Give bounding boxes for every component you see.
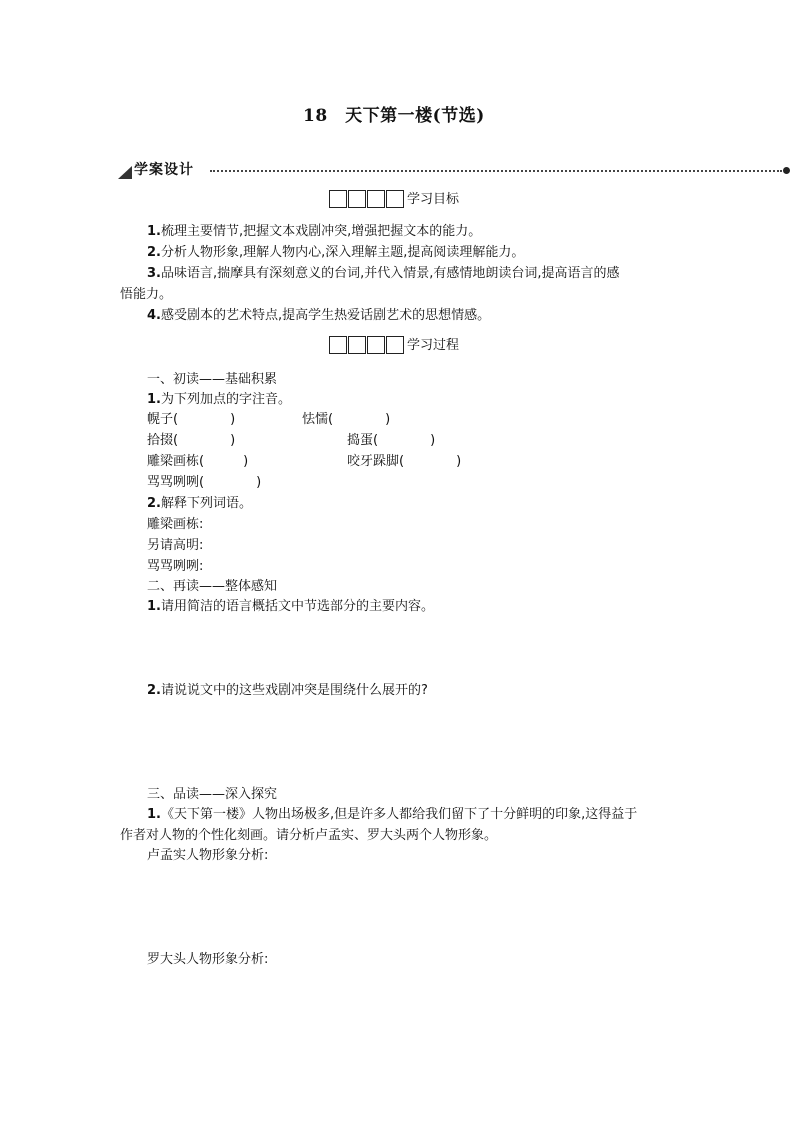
item-text: 梳理主要情节,把握文本戏剧冲突,增强把握文本的能力。 — [160, 224, 482, 239]
process-header — [329, 336, 459, 354]
objectives-header-text: 学习目标 — [407, 191, 460, 207]
part1-heading: 一、初读——基础积累 — [147, 372, 278, 387]
objective-item-3-cont — [120, 288, 172, 301]
item-text: 为下列加点的字注音。 — [160, 392, 291, 407]
part1-q1 — [147, 393, 291, 406]
item-number: 1. — [147, 224, 161, 239]
header-boxes-icon — [329, 336, 405, 354]
part3-q1-cont: 作者对人物的个性化刻画。请分析卢孟实、罗大头两个人物形象。 — [120, 828, 498, 843]
term-item-2: 另请高明: — [147, 538, 204, 553]
part3-q1 — [147, 808, 637, 821]
item-number: 1. — [147, 599, 161, 614]
item-text: 请说说文中的这些戏剧冲突是围绕什么展开的? — [160, 683, 428, 698]
term-item-3: 骂骂咧咧: — [147, 559, 204, 574]
word-item-6: 咬牙跺脚( ) — [347, 454, 462, 469]
item-number: 1. — [147, 807, 161, 822]
word-item-7: 骂骂咧咧( ) — [147, 475, 262, 490]
divider-end-dot-icon — [783, 167, 790, 174]
item-text: 分析人物形象,理解人物内心,深入理解主题,提高阅读理解能力。 — [160, 245, 525, 260]
part3-sub2: 罗大头人物形象分析: — [147, 952, 269, 967]
part2-q2 — [147, 684, 428, 697]
item-number: 2. — [147, 683, 161, 698]
part3-sub1: 卢孟实人物形象分析: — [147, 848, 269, 863]
page-title: 18 天下第一楼(节选) — [303, 106, 485, 126]
dotted-divider — [210, 170, 782, 172]
section-header-bar — [118, 160, 794, 182]
item-number: 3. — [147, 266, 161, 281]
item-text: 解释下列词语。 — [160, 496, 252, 511]
item-text: 请用简洁的语言概括文中节选部分的主要内容。 — [160, 599, 434, 614]
item-text: 《天下第一楼》人物出场极多,但是许多人都给我们留下了十分鲜明的印象,这得益于 — [160, 807, 638, 822]
word-item-4: 捣蛋( ) — [347, 433, 436, 448]
item-number: 1. — [147, 392, 161, 407]
item-text: 品味语言,揣摩具有深刻意义的台词,并代入情景,有感情地朗读台词,提高语言的感 — [160, 266, 620, 281]
item-text: 感受剧本的艺术特点,提高学生热爱话剧艺术的思想情感。 — [160, 308, 491, 323]
word-item-3: 拾掇( ) — [147, 433, 236, 448]
header-boxes-icon — [329, 190, 405, 208]
word-item-5: 雕梁画栋( ) — [147, 454, 249, 469]
word-item-1: 幌子( ) — [147, 412, 236, 427]
objective-item-4 — [147, 309, 490, 322]
term-item-1: 雕梁画栋: — [147, 517, 204, 532]
objective-item-3 — [147, 267, 620, 280]
item-number: 4. — [147, 308, 161, 323]
process-header-text: 学习过程 — [407, 337, 460, 353]
section-label: 学案设计 — [134, 162, 194, 178]
part2-q1 — [147, 600, 434, 613]
item-text: 悟能力。 — [120, 287, 173, 302]
item-number: 2. — [147, 496, 161, 511]
objective-item-2 — [147, 246, 524, 259]
item-number: 2. — [147, 245, 161, 260]
word-item-2: 怯懦( ) — [302, 412, 391, 427]
objective-item-1 — [147, 225, 481, 238]
part1-q2 — [147, 497, 252, 510]
part3-heading: 三、品读——深入探究 — [147, 787, 278, 802]
section-triangle-icon — [118, 166, 132, 179]
part2-heading: 二、再读——整体感知 — [147, 579, 278, 594]
objectives-header — [329, 190, 459, 208]
